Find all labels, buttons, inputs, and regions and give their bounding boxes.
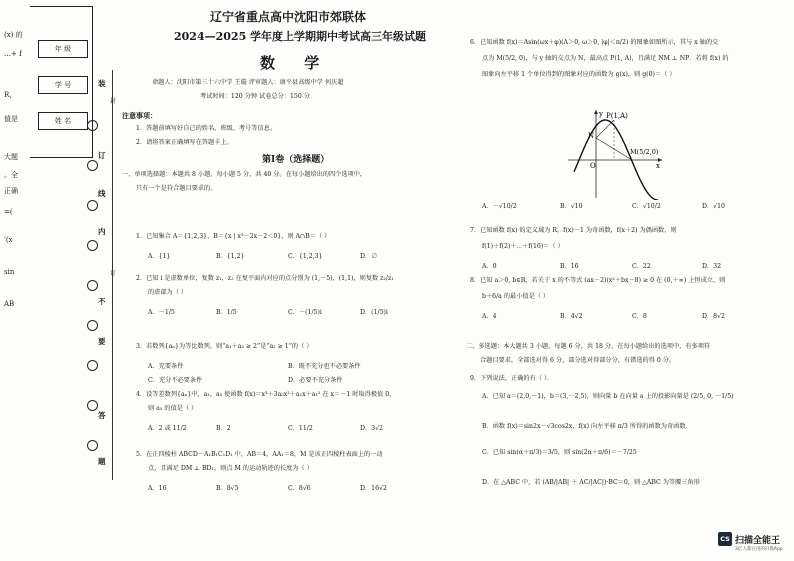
note-item-1: 1．答题前填写好自己的姓名、班级、考号等信息。 xyxy=(136,125,277,132)
label-m: M(5/2,0) xyxy=(630,148,659,156)
fragment-text: (x) 的 xyxy=(4,31,23,39)
label-p: P(1,A) xyxy=(606,112,628,120)
question-stem: 的虚部为（ ） xyxy=(148,289,188,296)
question-option[interactable]: D．3√2 xyxy=(360,425,383,432)
question-stem: 9．下列说法，正确的有（ ）． xyxy=(470,375,554,382)
binding-side-word: 订 xyxy=(110,270,117,277)
fragment-text: 值是 xyxy=(4,115,18,123)
question-option[interactable]: B．1/5 xyxy=(216,309,237,316)
binding-hole-circle xyxy=(87,280,98,291)
binding-char: 装 xyxy=(98,79,106,88)
subject-title: 数 学 xyxy=(260,54,332,72)
fragment-text: sin xyxy=(4,268,15,276)
question-option[interactable]: D．32 xyxy=(702,263,722,270)
question-stem: 6．已知函数 f(x)＝Asin(ωx＋φ)(A＞0, ω＞0, |φ|＜π/2) 的图象如图所示，其与 x 轴的交 xyxy=(470,39,719,46)
question-stem: 点，且满足 DM ⊥ BD₁，则点 M 的运动轨迹的长度为（ ） xyxy=(148,465,313,472)
question-stem: 3．若数列{aₙ}为等比数列，则“a₁＋a₂ ≥ 2”是“a₂ ≥ 1”的（ ） xyxy=(136,343,313,350)
question-option[interactable]: A．4 xyxy=(482,313,497,320)
question-stem: 1．已知集合 A＝{1,2,3}，B＝{x | x²－2x－2＜0}，则 A∩B＝（ ） xyxy=(136,233,331,240)
question-option[interactable]: B．{1,2} xyxy=(216,253,245,260)
authors-line: 命题人：沈阳市第三十六中学 王璇 评审题人：康平县高级中学 何庆超 xyxy=(152,79,344,86)
fragment-text: 正确 xyxy=(4,187,18,195)
question-stem: b＋6/a 的最小值是（ ） xyxy=(482,293,550,300)
question-option[interactable]: C．充分不必要条件 xyxy=(148,377,203,384)
question-option[interactable]: B．既不充分也不必要条件 xyxy=(288,363,361,370)
scanner-sub: 3亿人都在用的扫描App xyxy=(735,547,783,552)
binding-hole-circle xyxy=(87,240,98,251)
part1-intro-2: 只有一个是符合题目要求的。 xyxy=(136,185,217,192)
fragment-text: 。全 xyxy=(4,171,18,179)
exam-term-title: 2024—2025 学年度上学期期中考试高三年级试题 xyxy=(174,30,427,43)
binding-hole-circle xyxy=(87,320,98,331)
notes-heading: 注意事项： xyxy=(122,111,157,120)
question-option[interactable]: A．已知 a＝(2,0,－1)，b＝(3,－2,5)，则向量 b 在向量 a 上的投影向量是 (2/5, 0, －1/5) xyxy=(482,393,734,400)
question-option[interactable]: D．(1/5)i xyxy=(360,309,388,316)
question-stem: 2．已知 i 是虚数单位，复数 z₁，z₂ 在复平面内对应的点分别为 (1,－5)，(1,1)，则复数 z₂/z₁ xyxy=(136,275,394,282)
question-option[interactable]: A．－1/5 xyxy=(148,309,175,316)
question-option[interactable]: D．16√2 xyxy=(360,485,387,492)
scanner-watermark xyxy=(718,530,792,556)
scanner-logo-icon: CS xyxy=(718,532,732,546)
label-n: N xyxy=(588,132,595,140)
fragment-text: …+ f xyxy=(4,50,22,58)
grade-field: 年 级 xyxy=(38,40,88,58)
note-item-2: 2．请将答案正确填写在答题卡上。 xyxy=(136,139,233,146)
question-stem: f(1)＋f(2)＋⋯＋f(16)＝（ ） xyxy=(482,243,564,250)
fragment-text: '(x xyxy=(4,236,13,244)
question-option[interactable]: B．4√2 xyxy=(560,313,583,320)
question-stem: 7．已知函数 f(x) 的定义域为 R，f(x)－1 为奇函数，f(x＋2) 为偶函数，则 xyxy=(470,227,677,234)
question-option[interactable]: B．2 xyxy=(216,425,231,432)
question-option[interactable]: C．22 xyxy=(632,263,651,270)
binding-hole-circle xyxy=(87,360,98,371)
question-option[interactable]: A．16 xyxy=(148,485,167,492)
binding-hole-circle xyxy=(87,400,98,411)
exam-org-title: 辽宁省重点高中沈阳市郊联体 xyxy=(210,10,367,24)
question-option[interactable]: B．√10 xyxy=(560,203,583,210)
question-option[interactable]: D．8√2 xyxy=(702,313,725,320)
label-x: x xyxy=(656,162,660,170)
question-stem: 则 a₅ 的值是（ ） xyxy=(148,405,198,412)
sine-graph-figure xyxy=(566,108,666,200)
question-stem: 点为 M(5/2, 0)，与 y 轴的交点为 N，最高点 P(1, A)，且满足 NM ⊥ NP．若将 f(x) 的 xyxy=(482,55,729,62)
question-stem: 8．已知 a＞0, b∈R，若关于 x 的不等式 (ax－2)(x²＋bx－8) ≥ 0 在 (0,＋∞) 上恒成立，则 xyxy=(470,277,726,284)
question-option[interactable]: D．∅ xyxy=(360,253,378,260)
question-option[interactable]: B．16 xyxy=(560,263,579,270)
binding-char: 线 xyxy=(98,189,106,198)
fragment-text: 大题 xyxy=(4,153,18,161)
name-field: 姓 名 xyxy=(38,112,88,130)
question-option[interactable]: C．√10/2 xyxy=(632,203,661,210)
question-option[interactable]: D．√10 xyxy=(702,203,725,210)
time-line: 考试时间：120 分钟 试卷总分：150 分 xyxy=(200,93,310,100)
scanner-name: 扫描全能王 xyxy=(735,536,781,546)
binding-hole-circle xyxy=(87,200,98,211)
question-option[interactable]: C．8√6 xyxy=(288,485,311,492)
question-stem: 5．在正四棱柱 ABCD－A₁B₁C₁D₁ 中，AB＝4，AA₁＝8，M 是该正四棱柱表面上的一动 xyxy=(136,451,383,458)
question-option[interactable]: A．2 或 11/2 xyxy=(148,425,187,432)
question-option[interactable]: C．8 xyxy=(632,313,647,320)
binding-hole-circle xyxy=(87,440,98,451)
binding-char: 答 xyxy=(98,411,106,420)
fragment-text: =( xyxy=(4,208,13,216)
question-option[interactable]: D．在 △ABC 中，若 (AB/|AB| ＋ AC/|AC|)·BC＝0，则 △ABC 为等腰三角形 xyxy=(482,479,700,486)
binding-char: 不 xyxy=(98,297,106,306)
question-stem: 图象向左平移 1 个单位得到的图象对应的函数为 g(x)，则 g(0)＝（ ） xyxy=(482,71,676,78)
question-option[interactable]: A．充要条件 xyxy=(148,363,184,370)
part1-title: 第Ⅰ卷（选择题） xyxy=(262,155,330,165)
binding-char: 内 xyxy=(98,227,106,236)
binding-hole-circle xyxy=(87,120,98,131)
student-id-field: 学 号 xyxy=(38,76,88,94)
part2-intro-1: 二、多选题：本大题共 3 小题，每题 6 分，共 18 分。在每小题给出的选项中，有多项符 xyxy=(466,343,711,350)
question-option[interactable]: B．8√5 xyxy=(216,485,239,492)
binding-side-word: 封 xyxy=(110,98,117,105)
question-option[interactable]: C．－(1/5)i xyxy=(288,309,322,316)
question-option[interactable]: D．必要不充分条件 xyxy=(288,377,343,384)
question-option[interactable]: A．{1} xyxy=(148,253,171,260)
question-option[interactable]: A．0 xyxy=(482,263,497,270)
question-option[interactable]: B．函数 f(x)＝sin2x－√3cos2x，f(x) 向左平移 π/3 所得的函数为奇函数． xyxy=(482,423,692,430)
binding-char: 题 xyxy=(98,457,106,466)
label-o: O xyxy=(590,162,596,170)
label-y: y xyxy=(599,110,603,118)
binding-char: 要 xyxy=(98,337,106,346)
fragment-text: AB xyxy=(4,300,15,308)
binding-hole-circle xyxy=(87,160,98,171)
question-option[interactable]: C．{1,2,3} xyxy=(288,253,323,260)
question-option[interactable]: C．已知 sin(α＋π/3)＝3/5，则 sin(2α＋π/6)＝－7/25 xyxy=(482,449,637,456)
fragment-text: R， xyxy=(4,91,17,99)
binding-char: 订 xyxy=(98,151,106,160)
part2-intro-2: 合题目要求。全部选对得 6 分，部分选对得部分分，有错选的得 0 分。 xyxy=(480,357,676,364)
part1-intro-1: 一、单项选择题：本题共 8 小题，每小题 5 分，共 40 分。在每小题给出的四个选项中， xyxy=(122,171,367,178)
question-stem: 4．设等差数列{aₙ}中，a₁，a₅ 使函数 f(x)＝x³＋3a₅x²＋a₁x＋a₁² 在 x＝－1 时取得极值 0， xyxy=(136,391,396,398)
question-option[interactable]: A．－√10/2 xyxy=(482,203,517,210)
question-option[interactable]: C．11/2 xyxy=(288,425,313,432)
